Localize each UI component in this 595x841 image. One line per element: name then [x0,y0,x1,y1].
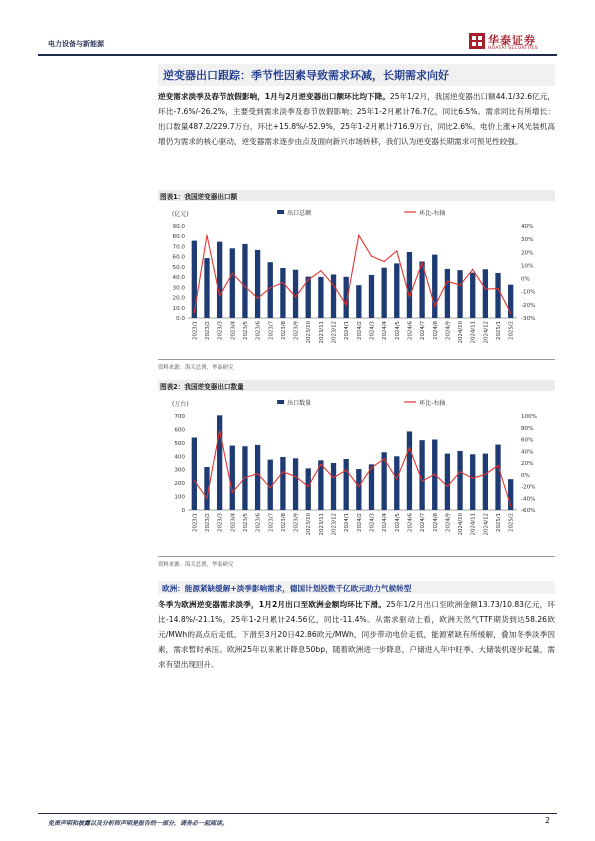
value-chart-bar [381,268,386,318]
value-chart-ytick-left: 30.0 [172,285,185,292]
quantity-chart-ytick-right: 0% [521,472,530,479]
value-chart-ytick-right: -20% [521,302,536,309]
paragraph-inverter-export [158,89,555,149]
quantity-chart-mom-point [421,481,422,482]
huatai-logo [469,32,555,54]
value-chart-xtick: 2024/1 [344,321,351,340]
quantity-chart-xtick: 2024/1 [344,513,351,532]
quantity-chart-mom-line [194,431,510,506]
quantity-chart-bar [331,463,336,510]
value-chart-bar [192,241,197,318]
quantity-chart-ytick-left: 700 [174,414,185,420]
quantity-chart-xtick: 2023/9 [293,513,300,532]
quantity-chart-ytick-right: 80% [521,425,534,432]
value-chart-ytick-left: 70.0 [172,244,185,251]
quantity-chart-mom-point [485,474,486,475]
quantity-chart-mom-point [333,477,334,478]
value-chart-ytick-left: 10.0 [172,305,185,312]
value-chart-ytick-left: 0.0 [176,316,185,322]
quantity-chart-bar [407,431,412,510]
figure2-title: 图表2：我国逆变器出口数量 [160,383,244,391]
value-chart-xtick: 2024/8 [432,321,439,340]
value-chart-bar [369,275,374,318]
quantity-chart-ytick-left: 600 [174,427,185,434]
export-quantity-chart [158,394,555,546]
value-chart-mom-point [295,296,296,297]
value-chart-legend-bar-swatch [277,210,284,214]
value-chart-bar [457,270,462,318]
quantity-chart-bar [280,457,285,510]
value-chart-ytick-right: 0% [521,276,530,283]
quantity-chart-bar [394,456,399,510]
quantity-chart-mom-point [232,492,233,493]
quantity-chart-mom-point [409,447,410,448]
quantity-chart-ytick-right: -40% [521,496,536,503]
export-value-chart [158,204,555,354]
quantity-chart-mom-point [320,464,321,465]
value-chart-bar [432,255,437,318]
value-chart-xtick: 2025/1 [496,321,503,340]
value-chart-ytick-left: 60.0 [172,254,185,261]
europe-lead: 冬季为欧洲逆变器需求淡季，1月2月出口至欧洲金额均环比下滑。 [158,600,386,609]
value-chart-mom-point [346,304,347,305]
value-chart-unit-label: (亿元) [172,211,189,218]
quantity-chart-ytick-right: -20% [521,484,536,491]
quantity-chart-xtick: 2023/5 [242,513,249,532]
value-chart-xtick: 2024/10 [458,321,465,344]
quantity-chart-bar [255,445,260,510]
figure2-header [158,380,555,391]
quantity-chart-ytick-left: 300 [174,467,185,474]
quantity-chart-ytick-right: 60% [521,437,534,444]
paragraph-europe [158,597,555,672]
page-number: 2 [545,816,551,825]
quantity-chart-mom-point [396,478,397,479]
value-chart-bar [268,262,273,318]
quantity-chart-mom-point [295,476,296,477]
quantity-chart-ytick-left: 200 [174,481,185,488]
value-chart-mom-point [333,285,334,286]
quantity-chart-mom-point [384,458,385,459]
quantity-chart-mom-point [497,465,498,466]
value-chart-xtick: 2024/11 [470,321,477,344]
value-chart-bar [280,268,285,318]
quantity-chart-mom-point [270,487,271,488]
value-chart-bar [230,248,235,318]
value-chart-ytick-left: 20.0 [172,295,185,302]
value-chart-xtick: 2023/2 [204,321,211,340]
value-chart-mom-point [244,286,245,287]
quantity-chart-xtick: 2024/2 [356,513,363,532]
value-chart-xtick: 2024/6 [407,321,414,340]
quantity-chart-xtick: 2023/4 [230,513,237,532]
quantity-chart-bar [230,446,235,510]
quantity-chart-bar [344,459,349,510]
quantity-chart-xtick: 2025/1 [496,513,503,532]
paragraph-body: 25年1/2月，我国逆变器出口额44.1/32.6亿元，环比-7.6%/-26.2%，主要受到需求淡季及春节放假影响；25年1-2月累计76.7亿，同比6.5%。需求同比有所增长：出口数量487.2/229.7万台，环比+15.8%/-52.9%，25年1-2月累计716.9万台，同比2.6%。电价上涨+风光装机高增仍为需求的核心驱动，逆变器需求逐步由点及面向新兴市场转移，我们认为逆变器长期需求可预见性较强。 [158,92,555,146]
quantity-chart-mom-point [510,505,511,506]
paragraph-lead: 逆变需求淡季及春节放假影响，1月与2月逆变器出口额环比均下降。 [158,92,390,101]
figure2-rule [158,556,555,557]
value-chart-bar [394,263,399,318]
value-chart-xtick: 2023/9 [293,321,300,340]
value-chart-mom-point [232,273,233,274]
quantity-chart-ytick-left: 500 [174,440,185,447]
value-chart-ytick-right: -30% [521,316,536,322]
value-chart-mom-point [219,295,220,296]
huatai-logo-icon [469,33,485,49]
header-rule [38,54,557,56]
quantity-chart-mom-point [282,471,283,472]
figure1-header [158,190,555,201]
figure1-source: 资料来源：海关总署，华泰研究 [158,365,234,371]
value-chart-bar [331,274,336,318]
quantity-chart-bar [356,469,361,510]
europe-body: 25年1/2月出口至欧洲金额13.73/10.83亿元，环比-14.8%/-21.1%，25年1-2月累计24.56亿，同比-11.4%。从需求驱动上看，欧洲天然气TTF期货到达58.26欧元/MWh的高点后走低，下滑至3月20日42.86欧元/MWh，同步带动电价走低，能源紧缺有所缓解，叠加冬季淡季因素，需求暂时承压。欧洲25年以来累计降息50bp，随着欧洲进一步降息，户储进入年中旺季、大储装机逐步起量，需求有望出现回升。 [158,600,555,669]
quantity-chart-bar [192,437,197,510]
quantity-chart-xtick: 2023/11 [318,513,325,536]
value-chart-bar [255,250,260,318]
value-chart-mom-point [421,262,422,263]
quantity-chart-xtick: 2023/1 [192,513,199,532]
quantity-chart-ytick-right: 20% [521,461,534,467]
quantity-chart-ytick-left: 400 [174,454,185,461]
figure2-source: 资料来源：海关总署，华泰研究 [158,562,234,568]
value-chart-mom-point [472,269,473,270]
value-chart-ytick-right: 20% [521,250,534,257]
value-chart-ytick-right: -10% [521,289,536,296]
value-chart-xtick: 2023/10 [306,321,313,344]
figure1-rule [158,359,555,360]
value-chart-bar [204,258,209,318]
quantity-chart-mom-point [219,430,220,431]
value-chart-xtick: 2023/7 [268,321,275,340]
quantity-chart-xtick: 2024/6 [407,513,414,532]
value-chart-xtick: 2024/5 [394,321,401,340]
quantity-chart-ytick-left: 100 [174,494,185,501]
value-chart-mom-point [485,288,486,289]
value-chart-xtick: 2024/3 [369,321,376,340]
quantity-chart-legend-line-label: 环比-右轴 [419,400,446,407]
value-chart-mom-point [434,306,435,307]
quantity-chart-mom-point [206,498,207,499]
value-chart-xtick: 2023/12 [331,321,338,344]
quantity-chart-bar [445,454,450,510]
quantity-chart-mom-point [346,469,347,470]
quantity-chart-xtick: 2024/9 [445,513,452,532]
value-chart-xtick: 2024/2 [356,321,363,340]
quantity-chart-mom-point [434,474,435,475]
quantity-chart-xtick: 2023/12 [331,513,338,536]
value-chart-bar [217,242,222,318]
quantity-chart-xtick: 2024/3 [369,513,376,532]
value-chart-ytick-left: 90.0 [172,224,185,230]
value-chart-xtick: 2024/4 [382,321,389,340]
value-chart-bar [483,269,488,318]
quantity-chart-xtick: 2023/10 [306,513,313,536]
quantity-chart-bar [217,415,222,510]
value-chart-mom-point [396,250,397,251]
quantity-chart-bar [483,454,488,510]
quantity-chart-xtick: 2024/11 [470,513,477,536]
quantity-chart-bar [495,445,500,510]
value-chart-mom-line [194,235,510,313]
value-chart-ytick-right: 30% [521,237,534,244]
value-chart-xtick: 2023/6 [255,321,262,340]
quantity-chart-bar [293,458,298,510]
value-chart-bar [318,277,323,318]
value-chart-bar [495,273,500,318]
quantity-chart-xtick: 2023/2 [204,513,211,532]
quantity-chart-mom-point [244,477,245,478]
logo-text-en: HUATAI SECURITIES [488,46,539,51]
value-chart-mom-point [384,261,385,262]
value-chart-mom-point [459,285,460,286]
quantity-chart-mom-point [358,486,359,487]
quantity-chart-mom-point [371,467,372,468]
quantity-chart-mom-point [472,478,473,479]
quantity-chart-mom-point [308,486,309,487]
quantity-chart-mom-point [447,486,448,487]
quantity-chart-xtick: 2024/12 [483,513,490,536]
value-chart-xtick: 2023/3 [217,321,224,340]
value-chart-xtick: 2024/12 [483,321,490,344]
value-chart-bar [407,252,412,318]
value-chart-ytick-right: 10% [521,263,534,270]
value-chart-legend-bar-label: 出口总额 [287,210,312,217]
quantity-chart-xtick: 2024/7 [420,513,427,532]
value-chart-mom-point [282,282,283,283]
quantity-chart-bar [457,451,462,510]
quantity-chart-xtick: 2023/7 [268,513,275,532]
quantity-chart-xtick: 2024/5 [394,513,401,532]
value-chart-xtick: 2023/4 [230,321,237,340]
quantity-chart-legend-bar-swatch [277,400,284,404]
quantity-chart-ytick-left: 0 [181,508,185,514]
value-chart-mom-point [409,296,410,297]
value-chart-ytick-left: 50.0 [172,264,185,271]
quantity-chart-xtick: 2023/6 [255,513,262,532]
value-chart-bar [470,273,475,318]
value-chart-mom-point [194,312,195,313]
value-chart-legend-line-label: 环比-右轴 [419,210,446,217]
quantity-chart-mom-point [257,473,258,474]
value-chart-mom-point [447,281,448,282]
value-chart-ytick-left: 40.0 [172,275,185,282]
quantity-chart-legend-bar-label: 出口数量 [287,400,312,407]
europe-section-title: 欧洲：能源紧缺缓解+淡季影响需求，德国计划投数千亿欧元助力气候转型 [162,584,412,593]
quantity-chart-bar [470,454,475,510]
value-chart-xtick: 2023/11 [318,321,325,344]
value-chart-ytick-left: 80.0 [172,234,185,241]
quantity-chart-mom-point [459,471,460,472]
quantity-chart-xtick: 2023/3 [217,513,224,532]
quantity-chart-xtick: 2024/10 [458,513,465,536]
quantity-chart-xtick: 2024/8 [432,513,439,532]
value-chart-mom-point [320,270,321,271]
quantity-chart-mom-point [194,480,195,481]
value-chart-mom-point [497,288,498,289]
footer-rule [38,813,557,814]
value-chart-mom-point [308,279,309,280]
quantity-chart-ytick-right: 100% [521,414,537,420]
logo-text-cn: 华泰证券 [488,34,536,47]
value-chart-xtick: 2024/9 [445,321,452,340]
quantity-chart-xtick: 2025/2 [508,513,515,532]
quantity-chart-bar [306,468,311,510]
value-chart-xtick: 2023/8 [280,321,287,340]
quantity-chart-ytick-right: -60% [521,508,536,514]
disclaimer: 免责声明和披露以及分析师声明是报告的一部分，请务必一起阅读。 [48,820,229,827]
value-chart-mom-point [358,235,359,236]
figure1-title: 图表1：我国逆变器出口额 [160,193,238,201]
value-chart-mom-point [371,256,372,257]
value-chart-xtick: 2024/7 [420,321,427,340]
report-category: 电力设备与新能源 [48,40,104,48]
value-chart-mom-point [270,287,271,288]
quantity-chart-unit-label: (万台) [172,401,189,408]
quantity-chart-xtick: 2023/8 [280,513,287,532]
value-chart-mom-point [257,298,258,299]
value-chart-bar [356,285,361,318]
value-chart-bar [242,244,247,318]
value-chart-ytick-right: 40% [521,224,534,230]
value-chart-xtick: 2023/5 [242,321,249,340]
section-title: 逆变器出口跟踪：季节性因素导致需求环减，长期需求向好 [163,69,449,82]
value-chart-xtick: 2025/2 [508,321,515,340]
quantity-chart-ytick-right: 40% [521,449,534,456]
value-chart-bar [445,269,450,318]
value-chart-xtick: 2023/1 [192,321,199,340]
value-chart-mom-point [510,312,511,313]
quantity-chart-xtick: 2024/4 [382,513,389,532]
value-chart-mom-point [206,235,207,236]
